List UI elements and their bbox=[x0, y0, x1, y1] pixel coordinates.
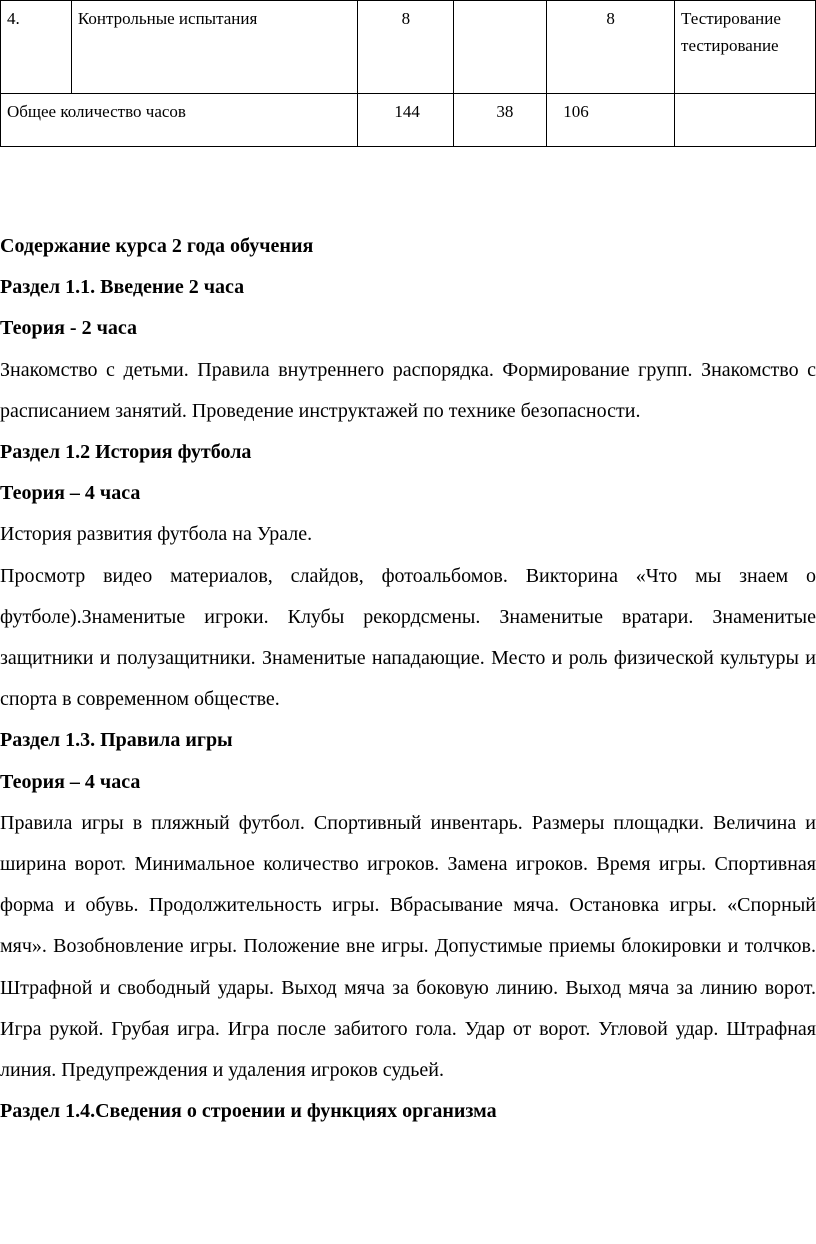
section-1-2-text-2: Просмотр видео материалов, слайдов, фотоальбомов. Викторина «Что мы знаем о футболе).Знаменитые игроки. Клубы рекордсмены. Знаменитые вратари. Знаменитые защитники и полузащитники. Знаменитые нападающие. Место и роль физической культуры и спорта в современном обществе. bbox=[0, 564, 816, 711]
form-line-1: Тестирование bbox=[681, 9, 781, 28]
section-1-1-heading: Раздел 1.1. Введение 2 часа bbox=[0, 276, 245, 299]
section-1-3-theory: Теория – 4 часа bbox=[0, 770, 141, 793]
total-form-cell bbox=[675, 94, 816, 147]
course-content bbox=[0, 226, 816, 1132]
section-1-1-theory: Теория - 2 часа bbox=[0, 317, 137, 340]
row-name-cell: Контрольные испытания bbox=[71, 1, 358, 94]
row-form-cell bbox=[675, 1, 816, 94]
section-1-4-heading: Раздел 1.4.Сведения о строении и функциях организма bbox=[0, 1100, 497, 1123]
row-theory-cell bbox=[454, 1, 547, 94]
row-number-cell: 4. bbox=[1, 1, 72, 94]
form-line-2: тестирование bbox=[681, 36, 779, 56]
content-title: Содержание курса 2 года обучения bbox=[0, 235, 314, 257]
table-total-row bbox=[1, 94, 816, 147]
section-1-2-theory: Теория – 4 часа bbox=[0, 482, 141, 505]
total-theory-cell: 38 bbox=[454, 94, 547, 147]
hours-table bbox=[0, 0, 816, 147]
total-hours-cell: 144 bbox=[358, 94, 454, 147]
table-row bbox=[1, 1, 816, 94]
section-1-2-heading: Раздел 1.2 История футбола bbox=[0, 441, 252, 464]
row-practice-cell: 8 bbox=[547, 1, 675, 94]
section-1-2-text-1: История развития футбола на Урале. bbox=[0, 523, 313, 546]
total-practice-cell: 106 bbox=[547, 94, 675, 147]
section-1-3-heading: Раздел 1.3. Правила игры bbox=[0, 729, 233, 752]
section-1-3-text: Правила игры в пляжный футбол. Спортивный инвентарь. Размеры площадки. Величина и ширина ворот. Минимальное количество игроков. Замена игроков. Время игры. Спортивная форма и обувь. Продолжительность игры. Вбрасывание мяча. Остановка игры. «Спорный мяч». Возобновление игры. Положение вне игры. Допустимые приемы блокировки и толчков. Штрафной и свободный удары. Выход мяча за боковую линию. Выход мяча за линию ворот. Игра рукой. Грубая игра. Игра после забитого гола. Удар от ворот. Угловой удар. Штрафная линия. Предупреждения и удаления игроков судьей. bbox=[0, 811, 816, 1082]
section-1-1-text: Знакомство с детьми. Правила внутреннего распорядка. Формирование групп. Знакомство с расписанием занятий. Проведение инструктажей по технике безопасности. bbox=[0, 358, 816, 422]
row-total-cell: 8 bbox=[358, 1, 454, 94]
total-label-cell: Общее количество часов bbox=[1, 94, 358, 147]
